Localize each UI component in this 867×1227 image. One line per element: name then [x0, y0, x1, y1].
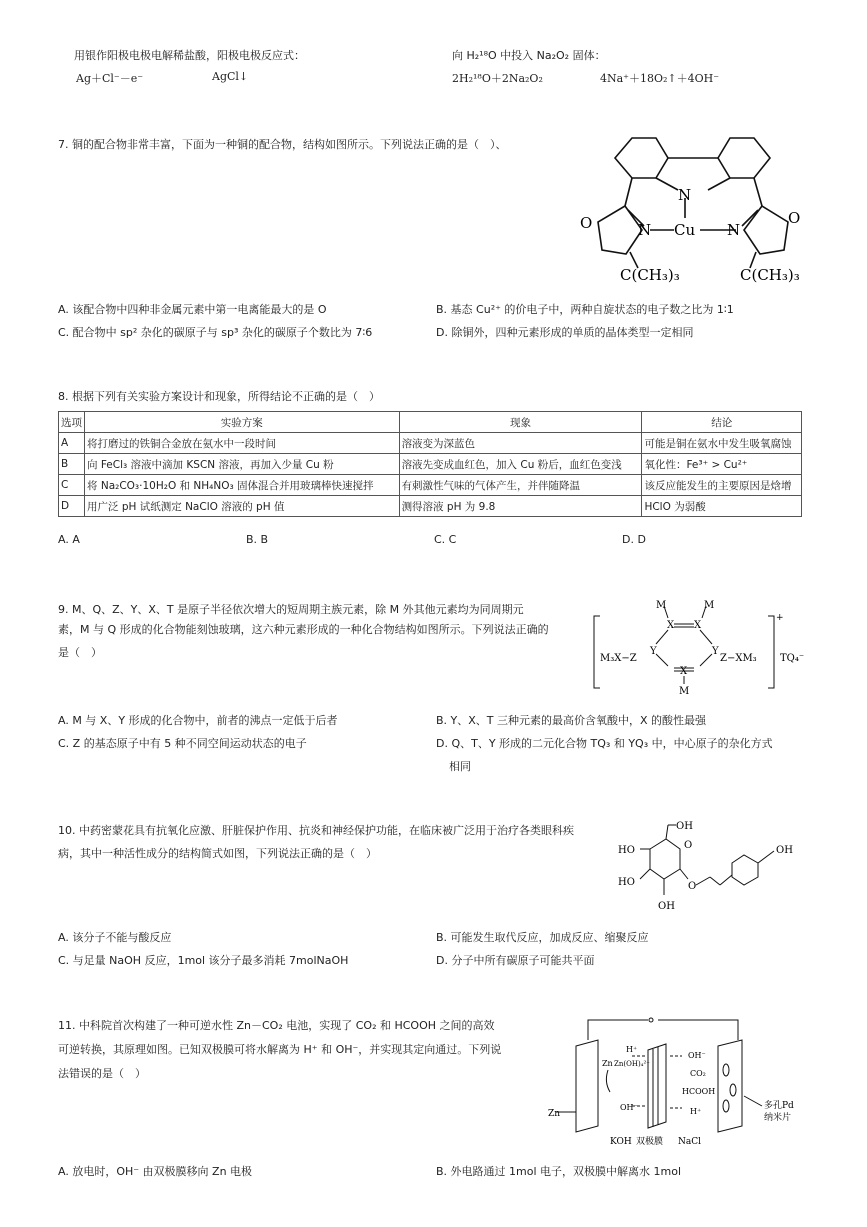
- q10-fig-ho: HO: [618, 845, 635, 856]
- top-left-eq-a: Ag＋Cl⁻－e⁻: [76, 72, 144, 85]
- table-cell: 向 FeCl₃ 溶液中滴加 KSCN 溶液，再加入少量 Cu 粉: [85, 454, 400, 475]
- q11-fig-zn-electrode: Zn: [548, 1109, 561, 1119]
- q10-fig-ring-o: O: [684, 840, 693, 851]
- table-cell: 可能是铜在氨水中发生吸氧腐蚀: [642, 433, 802, 454]
- q9-structure-figure: [590, 598, 830, 698]
- table-cell: HClO 为弱酸: [642, 496, 802, 517]
- top-left-eq-b: AgCl↓: [212, 70, 249, 83]
- q9-fig-x: X: [680, 666, 688, 677]
- q11-fig-hcooh: HCOOH: [682, 1087, 716, 1096]
- q11-fig-co2: CO₂: [690, 1069, 706, 1078]
- table-cell: 将打磨过的铁铜合金放在氨水中一段时间: [85, 433, 400, 454]
- q8-option-d: D. D: [622, 533, 646, 546]
- table-cell: 溶液变为深蓝色: [399, 433, 642, 454]
- q7-structure-figure: [570, 122, 820, 292]
- q9-fig-m: M: [679, 686, 690, 697]
- q9-option-a: A. M 与 X、Y 形成的化合物中，前者的沸点一定低于后者: [58, 714, 338, 727]
- q9-fig-m: M: [704, 600, 715, 611]
- q11-option-b: B. 外电路通过 1mol 电子，双极膜中解离水 1mol: [436, 1165, 682, 1178]
- q7-option-d: D. 除铜外，四种元素形成的单质的晶体类型一定相同: [436, 326, 694, 339]
- q11-fig-pd-label1: 多孔Pd: [764, 1101, 794, 1111]
- q10-fig-phenol-oh: OH: [776, 845, 793, 856]
- q10-option-c: C. 与足量 NaOH 反应，1mol 该分子最多消耗 7molNaOH: [58, 954, 349, 967]
- q9-stem-line1: 9. M、Q、Z、Y、X、T 是原子半径依次增大的短周期主族元素，除 M 外其他元素均为同周期元: [58, 603, 524, 616]
- table-header-row: [59, 412, 802, 433]
- q10-stem-line2: 病，其中一种活性成分的结构简式如图，下列说法正确的是（ ）: [58, 847, 377, 860]
- q9-fig-anion: TQ₄⁻: [780, 653, 805, 664]
- top-right-text: 向 H₂¹⁸O 中投入 Na₂O₂ 固体：: [452, 49, 606, 62]
- q7-fig-n-right: N: [727, 221, 741, 239]
- q7-fig-cu: Cu: [674, 221, 696, 239]
- top-right-eq-a: 2H₂¹⁸O＋2Na₂O₂: [452, 72, 543, 85]
- q11-cell-figure: [548, 1010, 808, 1150]
- table-cell: 溶液先变成血红色，加入 Cu 粉后，血红色变浅: [399, 454, 642, 475]
- q9-option-b: B. Y、X、T 三种元素的最高价含氧酸中，X 的酸性最强: [436, 714, 707, 727]
- q7-fig-n-center: N: [678, 186, 692, 204]
- top-left-text: 用银作阳极电极电解稀盐酸，阳极电极反应式：: [74, 49, 305, 62]
- table-header: 实验方案: [85, 412, 400, 433]
- q10-fig-ether-o: O: [688, 881, 697, 892]
- q11-stem-line1: 11. 中科院首次构建了一种可逆水性 Zn－CO₂ 电池，实现了 CO₂ 和 HCOOH 之间的高效: [58, 1019, 495, 1032]
- q8-option-c: C. C: [434, 533, 457, 546]
- q9-fig-y: Y: [712, 646, 719, 657]
- q7-fig-tbu-right: C(CH₃)₃: [740, 266, 800, 284]
- q9-stem-line2: 素，M 与 Q 形成的化合物能刻蚀玻璃，这六种元素形成的一种化合物结构如图所示。下列说法正确的: [58, 623, 549, 636]
- q7-fig-tbu-left: C(CH₃)₃: [620, 266, 680, 284]
- q11-fig-membrane: 双极膜: [636, 1137, 664, 1147]
- q9-stem-line3: 是（ ）: [58, 646, 102, 659]
- table-cell: 用广泛 pH 试纸测定 NaClO 溶液的 pH 值: [85, 496, 400, 517]
- q9-fig-m: M: [656, 600, 667, 611]
- q9-fig-left-group: M₃X−Z: [600, 653, 637, 664]
- q10-option-d: D. 分子中所有碳原子可能共平面: [436, 954, 595, 967]
- table-cell: C: [59, 475, 85, 496]
- q11-fig-oh-minus: OH⁻: [688, 1051, 706, 1060]
- table-cell: B: [59, 454, 85, 475]
- q11-fig-zn: Zn: [602, 1059, 613, 1068]
- q9-option-d: D. Q、T、Y 形成的二元化合物 TQ₃ 和 YQ₃ 中，中心原子的杂化方式: [436, 737, 773, 750]
- table-header: 选项: [59, 412, 85, 433]
- q11-fig-oh-minus: OH⁻: [620, 1103, 638, 1112]
- top-right-eq-b: 4Na⁺＋18O₂↑＋4OH⁻: [600, 72, 720, 85]
- q11-option-a: A. 放电时，OH⁻ 由双极膜移向 Zn 电极: [58, 1165, 253, 1178]
- q10-fig-ho: HO: [618, 877, 635, 888]
- q10-option-b: B. 可能发生取代反应，加成反应、缩聚反应: [436, 931, 649, 944]
- q10-fig-oh: OH: [676, 821, 693, 832]
- table-row: [59, 433, 802, 454]
- q11-fig-koh: KOH: [610, 1137, 632, 1147]
- table-row: [59, 475, 802, 496]
- q9-fig-charge: +: [776, 613, 784, 623]
- table-header: 现象: [399, 412, 642, 433]
- q10-stem-line1: 10. 中药密蒙花具有抗氧化应激、肝脏保护作用、抗炎和神经保护功能，在临床被广泛用于治疗各类眼科疾: [58, 824, 574, 837]
- q9-fig-right-group: Z−XM₃: [720, 653, 757, 664]
- q8-stem: 8. 根据下列有关实验方案设计和现象，所得结论不正确的是（ ）: [58, 390, 380, 403]
- q7-option-c: C. 配合物中 sp² 杂化的碳原子与 sp³ 杂化的碳原子个数比为 7∶6: [58, 326, 373, 339]
- q9-fig-x: X: [694, 620, 702, 631]
- q7-fig-o-right: O: [788, 209, 801, 227]
- q11-fig-h-plus: H⁺: [626, 1045, 638, 1054]
- table-cell: 测得溶液 pH 为 9.8: [399, 496, 642, 517]
- table-header: 结论: [642, 412, 802, 433]
- table-cell: 将 Na₂CO₃·10H₂O 和 NH₄NO₃ 固体混合并用玻璃棒快速搅拌: [85, 475, 400, 496]
- table-cell: A: [59, 433, 85, 454]
- q11-fig-nacl: NaCl: [678, 1137, 702, 1147]
- table-cell: D: [59, 496, 85, 517]
- q8-experiment-table: [58, 411, 802, 517]
- q11-fig-h-plus: H⁺: [690, 1107, 702, 1116]
- q10-fig-oh: OH: [658, 901, 675, 912]
- q11-stem-line2: 可逆转换，其原理如图。已知双极膜可将水解离为 H⁺ 和 OH⁻，并实现其定向通过。下列说: [58, 1043, 502, 1056]
- table-row: [59, 496, 802, 517]
- table-cell: 该反应能发生的主要原因是焓增: [642, 475, 802, 496]
- q10-structure-figure: [606, 815, 806, 915]
- q7-option-b: B. 基态 Cu²⁺ 的价电子中，两种自旋状态的电子数之比为 1∶1: [436, 303, 734, 316]
- q7-fig-n-left: N: [638, 221, 652, 239]
- table-cell: 有刺激性气味的气体产生，并伴随降温: [399, 475, 642, 496]
- q8-option-b: B. B: [246, 533, 269, 546]
- q11-fig-zn-oh4: Zn(OH)₄²⁻: [614, 1060, 650, 1068]
- q8-option-a: A. A: [58, 533, 80, 546]
- q11-fig-pd-label2: 纳米片: [764, 1113, 792, 1123]
- table-cell: 氧化性：Fe³⁺ > Cu²⁺: [642, 454, 802, 475]
- q9-fig-y: Y: [650, 646, 657, 657]
- table-row: [59, 454, 802, 475]
- q7-fig-o-left: O: [580, 214, 593, 232]
- q11-stem-line3: 法错误的是（ ）: [58, 1067, 146, 1080]
- q10-option-a: A. 该分子不能与酸反应: [58, 931, 172, 944]
- q9-option-c: C. Z 的基态原子中有 5 种不同空间运动状态的电子: [58, 737, 307, 750]
- q7-option-a: A. 该配合物中四种非金属元素中第一电离能最大的是 O: [58, 303, 327, 316]
- q9-fig-x: X: [667, 620, 675, 631]
- q7-stem: 7. 铜的配合物非常丰富，下面为一种铜的配合物，结构如图所示。下列说法正确的是（ ）、: [58, 138, 507, 151]
- q9-option-d-cont: 相同: [449, 760, 471, 773]
